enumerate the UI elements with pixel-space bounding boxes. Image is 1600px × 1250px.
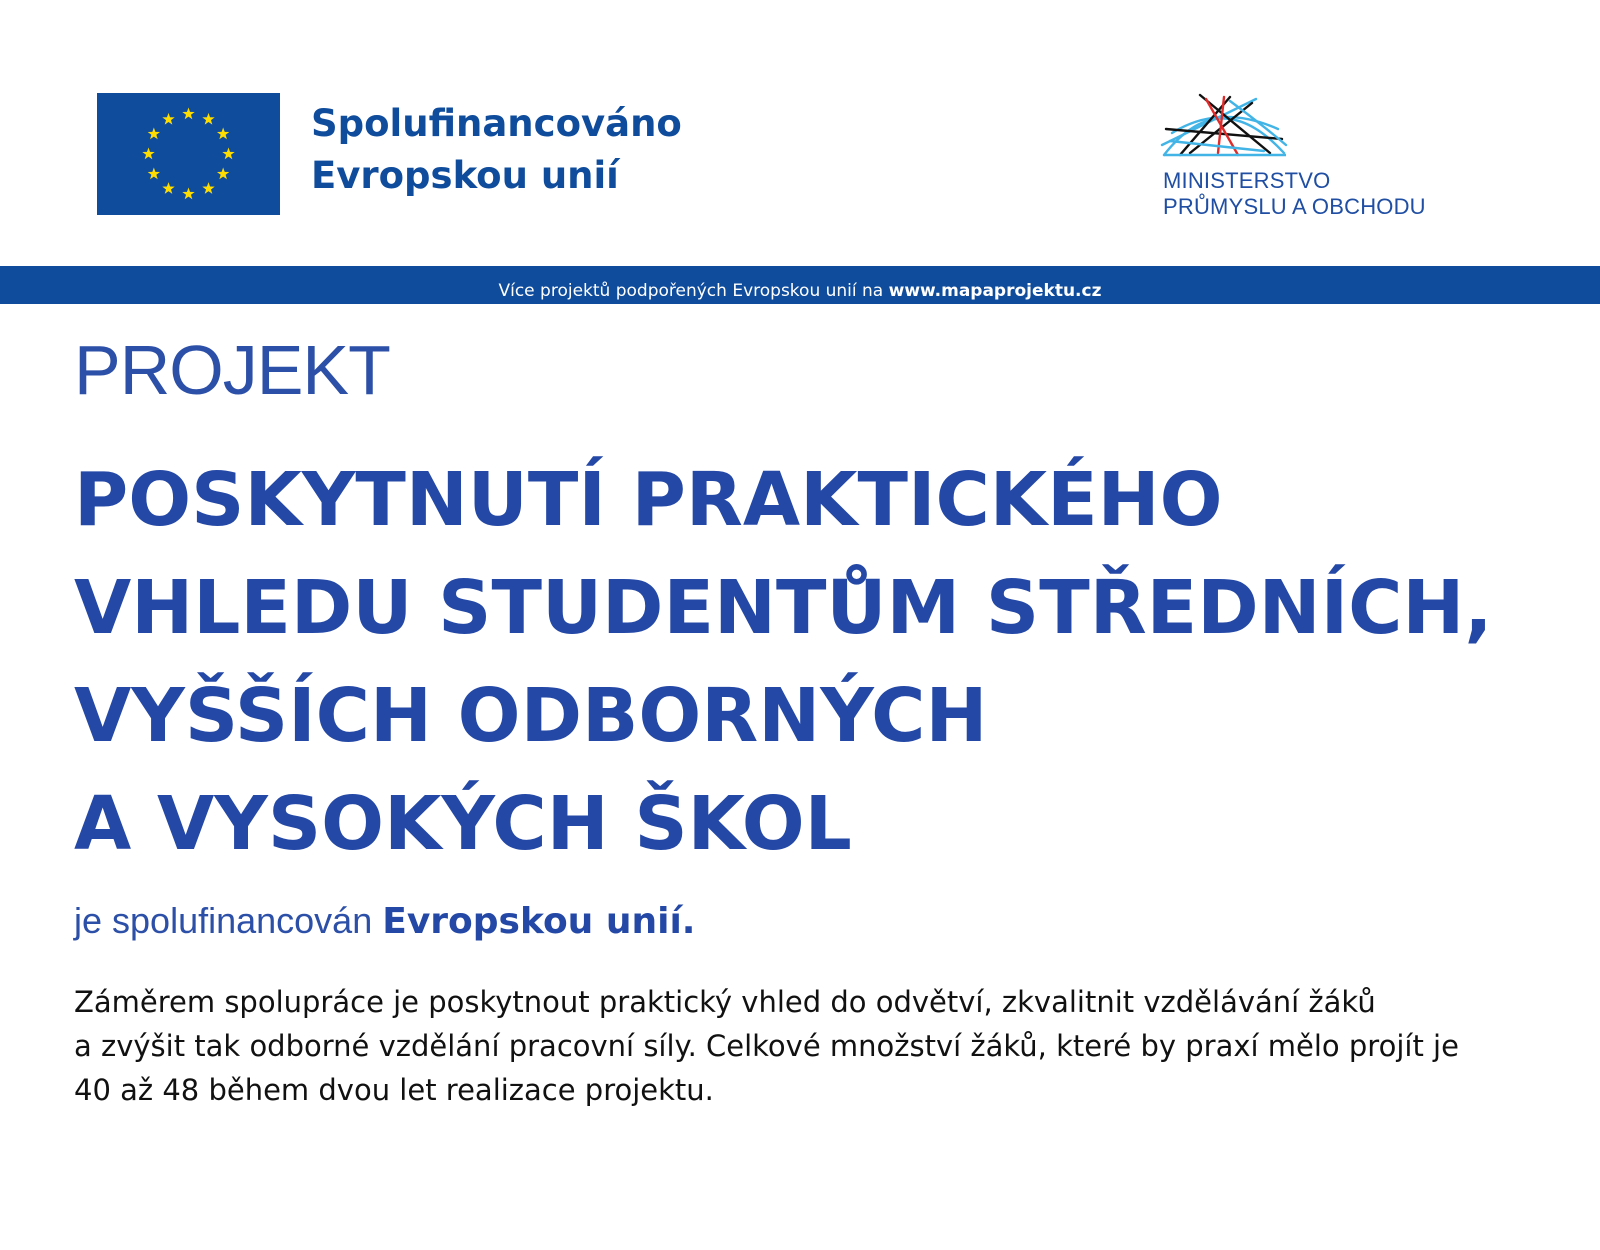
cofinanced-bold: Evropskou unií. <box>382 901 696 942</box>
title-line: POSKYTNUTÍ PRAKTICKÉHO <box>74 457 1223 543</box>
title-line: A VYSOKÝCH ŠKOL <box>74 781 852 867</box>
project-label: PROJEKT <box>74 331 390 409</box>
project-title <box>74 446 1574 878</box>
info-band <box>0 266 1600 304</box>
mpo-line1: MINISTERSTVO <box>1163 168 1331 193</box>
cofinanced-prefix: je spolufinancován <box>74 900 373 941</box>
eu-cofinanced-text <box>311 98 682 202</box>
mpo-globe-icon <box>1160 93 1290 163</box>
mpo-line2: PRŮMYSLU A OBCHODU <box>1163 194 1426 219</box>
mpo-name <box>1163 168 1426 220</box>
band-text: Více projektů podpořených Evropskou unií na <box>498 281 884 301</box>
project-description <box>74 980 1574 1112</box>
eu-text-line2: Evropskou unií <box>311 154 619 197</box>
eu-flag-icon <box>97 93 280 215</box>
eu-text-line1: Spolufinancováno <box>311 102 682 145</box>
description-line: a zvýšit tak odborné vzdělání pracovní síly. Celkové množství žáků, které by praxí mělo projít je <box>74 1029 1459 1063</box>
title-line: VYŠŠÍCH ODBORNÝCH <box>74 673 988 759</box>
band-link[interactable]: www.mapaprojektu.cz <box>888 281 1102 301</box>
title-line: VHLEDU STUDENTŮM STŘEDNÍCH, <box>74 565 1493 651</box>
cofinanced-line <box>74 898 695 945</box>
eu-stars <box>97 93 280 215</box>
description-line: 40 až 48 během dvou let realizace projektu. <box>74 1073 714 1107</box>
description-line: Záměrem spolupráce je poskytnout praktický vhled do odvětví, zkvalitnit vzdělávání žáků <box>74 985 1376 1019</box>
